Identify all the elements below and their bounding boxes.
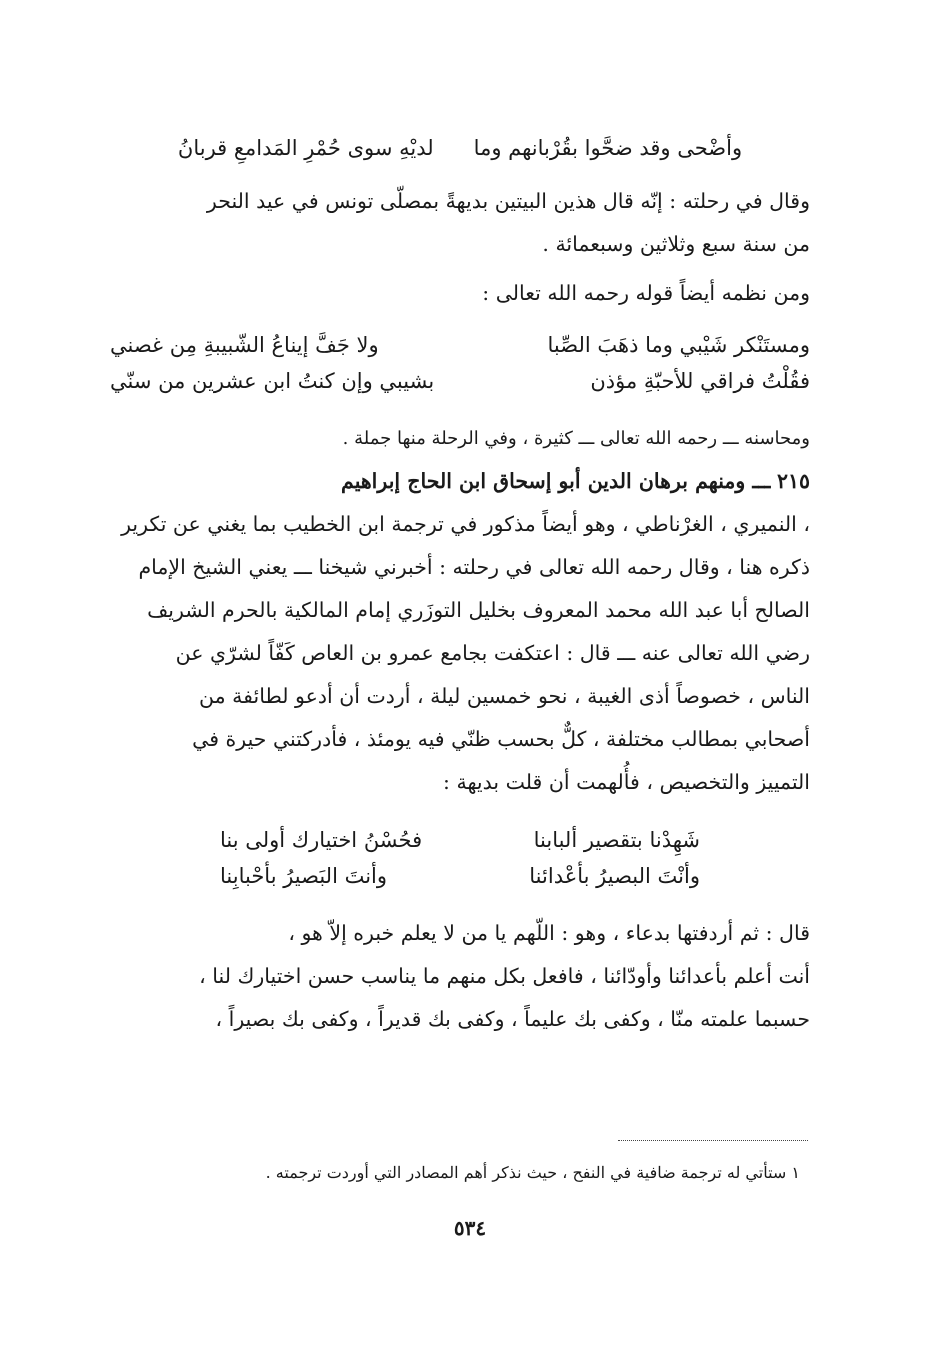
entry-heading: ـــ ومنهم برهان الدين أبو إسحاق ابن الحاج إبراهيم (341, 469, 771, 493)
verse-first-hemistich: ومستَنْكر شَيْبي وما ذهَبَ الصِّبا (547, 333, 810, 357)
entry-line: رضي الله تعالى عنه ـــ قال : اعتكفت بجامع عمرو بن العاص كَفّاً لشرّي عن (175, 641, 810, 665)
entry-215 (110, 460, 810, 804)
paragraph-4-line: حسبما علمته منّا ، وكفى بك عليماً ، وكفى بك قديراً ، وكفى بك بصيراً ، (215, 1007, 810, 1031)
verse-second-hemistich: ولا جَفَّ إيناعُ الشّبيبةِ مِن غصني (110, 333, 379, 357)
entry-line: التمييز والتخصيص ، فأُلهمت أن قلت بديهة : (443, 770, 810, 794)
paragraph-3-line: ومحاسنه ـــ رحمه الله تعالى ـــ كثيرة ، وفي الرحلة منها جملة . (342, 428, 810, 449)
entry-line: الناس ، خصوصاً أذى الغيبة ، نحو خمسين ليلة ، أردت أن أدعو لطائفة من (199, 684, 810, 708)
verse-top-second-hemistich: لديْهِ سوى حُمْرِ المَدامعِ قربانُ (177, 136, 434, 160)
verse-first-hemistich: وأنْتَ البصيرُ بأعْدائنا (529, 864, 700, 888)
verse-line (220, 822, 700, 858)
verse-pair-2 (220, 822, 700, 894)
verse-top (110, 130, 810, 166)
verse-second-hemistich: فحُسْنُ اختيارك أولى بنا (220, 828, 423, 852)
entry-line: ، النميري ، الغرْناطي ، وهو أيضاً مذكور في ترجمة ابن الخطيب بما يغني عن تكرير (121, 512, 810, 536)
paragraph-1-line: من سنة سبع وثلاثين وسبعمائة . (542, 232, 810, 256)
verse-line (220, 858, 700, 894)
verse-line (110, 327, 810, 363)
page-number: ٥٣٤ (453, 1216, 487, 1240)
paragraph-4-line: أنت أعلم بأعدائنا وأودّائنا ، فافعل بكل منهم ما يناسب حسن اختيارك لنا ، (199, 964, 810, 988)
footnote-separator (618, 1140, 808, 1141)
paragraph-1-line: وقال في رحلته : إنّه قال هذين البيتين بديهةً بمصلّى تونس في عيد النحر (206, 189, 810, 213)
entry-line: أصحابي بمطالب مختلفة ، كلٌّ بحسب ظنّي فيه يومئذ ، فأدركتني حيرة في (192, 727, 810, 751)
paragraph-4 (110, 912, 810, 1041)
entry-line: ذكره هنا ، وقال رحمه الله تعالى في رحلته : أخبرني شيخنا ـــ يعني الشيخ الإمام (138, 555, 810, 579)
entry-line: الصالح أبا عبد الله محمد المعروف بخليل التوزَري إمام المالكية بالحرم الشريف (147, 598, 810, 622)
verse-first-hemistich: شَهِدْنا بتقصير ألبابنا (533, 828, 700, 852)
page-body (110, 120, 810, 1041)
verse-second-hemistich: وأنتَ البَصيرُ بأحْبابِنا (220, 864, 388, 888)
paragraph-4-line: قال : ثم أردفتها بدعاء ، وهو : اللّهم يا من لا يعلم خبره إلاّ هو ، (288, 921, 810, 945)
verse-first-hemistich: فقُلْتُ فراقي للأحبّةِ مؤذن (590, 369, 810, 393)
verse-second-hemistich: بشيبي وإن كنتُ ابن عشرين من سنّي (110, 369, 435, 393)
verse-top-first-hemistich: وأضْحى وقد ضحَّوا بقُرْبانهم وما (473, 136, 743, 160)
paragraph-3 (110, 417, 810, 460)
entry-number: ٢١٥ (776, 469, 810, 493)
paragraph-1 (110, 180, 810, 266)
entry-215-first-line (110, 460, 810, 503)
verse-line (110, 363, 810, 399)
footnote: ١ ستأتي له ترجمة ضافية في النفح ، حيث نذكر أهم المصادر التي أوردت ترجمته . (265, 1163, 800, 1182)
paragraph-2: ومن نظمه أيضاً قوله رحمه الله تعالى : (482, 281, 810, 305)
verse-pair-1 (110, 327, 810, 399)
